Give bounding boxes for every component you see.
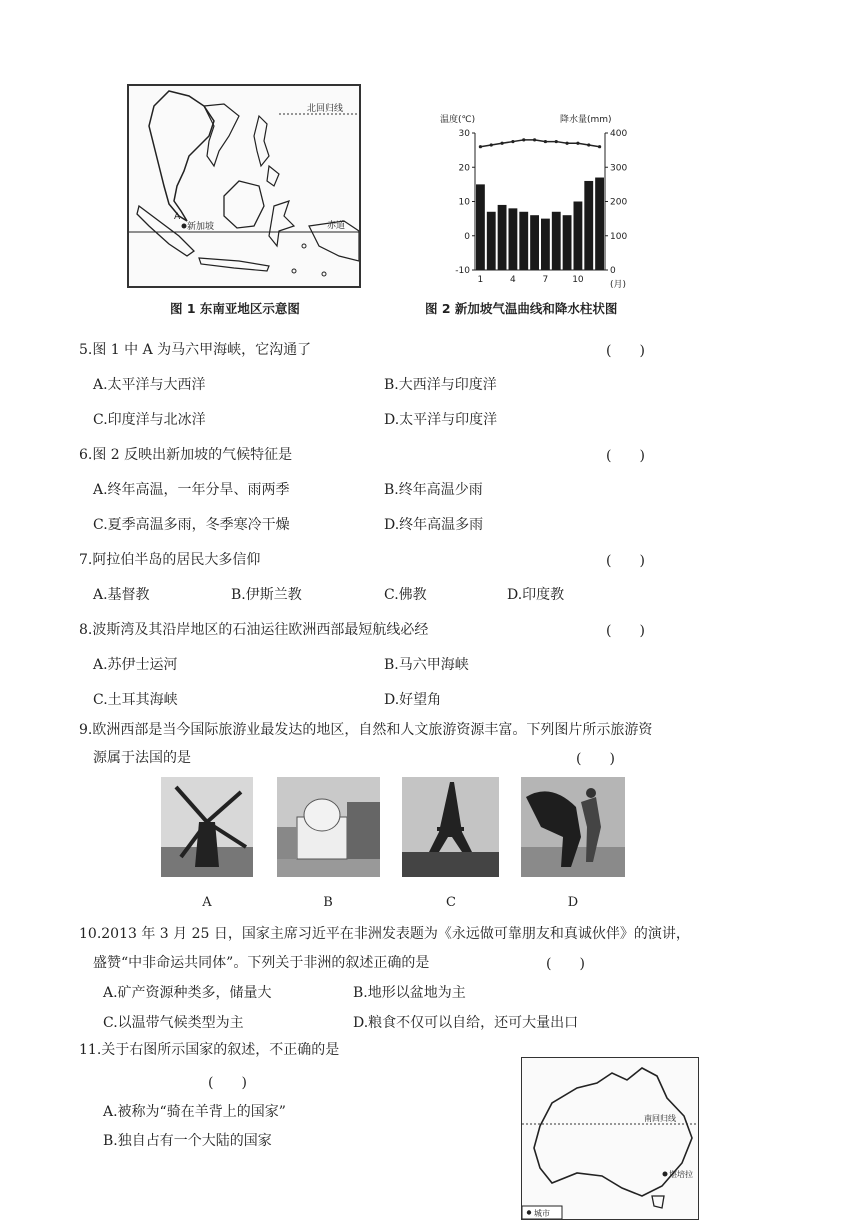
eiffel-tower-image [402,777,499,877]
question-11: 11.关于右图所示国家的叙述，不正确的是 [79,1042,340,1058]
legend-city-icon [527,1210,531,1214]
temperature-point [576,142,579,145]
photo-label-d: D [567,895,579,910]
option-6d[interactable]: D.终年高温多雨 [384,517,484,533]
island-dot [292,269,296,273]
left-tick-label: -10 [455,266,470,276]
right-tick-label: 0 [610,266,616,276]
option-8c[interactable]: C.土耳其海峡 [93,692,178,708]
climate-chart-svg [440,108,640,293]
option-7c[interactable]: C.佛教 [384,587,427,603]
sumatra-outline [137,206,194,256]
precip-bar [487,212,496,270]
equator-label: 赤道 [327,221,346,231]
windmill-image [161,777,253,877]
precip-bar [476,184,485,270]
option-8d[interactable]: D.好望角 [384,692,442,708]
left-tick-label: 20 [458,163,470,174]
sulawesi-outline [269,201,294,246]
precip-bar [584,181,593,270]
option-10d[interactable]: D.粮食不仅可以自给，还可大量出口 [353,1015,579,1031]
right-axis-label: 降水量(mm) [560,115,612,125]
tropic-label: 北回归线 [307,104,344,114]
option-11b[interactable]: B.独自占有一个大陆的国家 [103,1133,272,1149]
right-tick-label: 300 [610,163,628,174]
precip-bar [574,202,583,271]
question-9-line1: 9.欧洲西部是当今国际旅游业最发达的地区，自然和人文旅游资源丰富。下列图片所示旅游资 [79,722,653,738]
option-5d[interactable]: D.太平洋与印度洋 [384,412,498,428]
temperature-point [522,138,525,141]
photo-domed-building[interactable] [277,777,380,877]
answer-blank-8[interactable]: ( ) [606,623,645,639]
month-unit-label: (月) [610,280,627,290]
x-tick-label: 10 [572,275,584,285]
mindanao-outline [267,166,279,186]
x-tick-label: 4 [510,275,516,285]
domed-building-image [277,777,380,877]
precip-bar [498,205,507,270]
island-dot [302,244,306,248]
temperature-point [587,143,590,146]
singapore-climate-chart [440,108,640,293]
option-11a[interactable]: A.被称为“骑在羊背上的国家” [103,1104,286,1120]
right-tick-label: 100 [610,231,628,242]
philippines-outline [254,116,269,166]
answer-blank-6[interactable]: ( ) [606,448,645,464]
answer-blank-5[interactable]: ( ) [606,343,645,359]
right-tick-label: 400 [610,129,628,139]
question-7: 7.阿拉伯半岛的居民大多信仰 [79,552,261,568]
temperature-point [511,140,514,143]
bullfight-image [521,777,625,877]
question-8: 8.波斯湾及其沿岸地区的石油运往欧洲西部最短航线必经 [79,622,429,638]
question-5: 5.图 1 中 A 为马六甲海峡，它沟通了 [79,342,312,358]
option-5a[interactable]: A.太平洋与大西洋 [93,377,206,393]
temperature-point [533,138,536,141]
temperature-point [479,145,482,148]
precip-bar [530,215,539,270]
precip-bar [541,219,550,270]
singapore-marker [182,224,187,229]
photo-eiffel-tower[interactable] [402,777,499,877]
option-5c[interactable]: C.印度洋与北冰洋 [93,412,206,428]
temperature-point [544,140,547,143]
photo-label-c: C [446,895,456,910]
answer-blank-10[interactable]: ( ) [546,956,585,972]
option-10b[interactable]: B.地形以盆地为主 [353,985,466,1001]
question-6: 6.图 2 反映出新加坡的气候特征是 [79,447,293,463]
canberra-marker [663,1172,668,1177]
precip-bar [563,215,572,270]
photo-windmill[interactable] [161,777,253,877]
option-7d[interactable]: D.印度教 [507,587,565,603]
island-dot [322,272,326,276]
tropic-label: 南回归线 [644,1114,676,1123]
temperature-point [490,143,493,146]
southeast-asia-map-drawing [129,86,359,286]
left-tick-label: 10 [458,197,470,208]
temperature-point [555,140,558,143]
mainland-outline [149,91,214,221]
precip-bar [519,212,528,270]
option-7a[interactable]: A.基督教 [93,587,150,603]
answer-blank-7[interactable]: ( ) [606,553,645,569]
precip-bar [595,178,604,270]
option-8a[interactable]: A.苏伊士运河 [93,657,178,673]
x-tick-label: 7 [542,275,549,285]
option-5b[interactable]: B.大西洋与印度洋 [384,377,497,393]
australia-map-drawing [522,1058,698,1219]
photo-label-b: B [323,895,333,910]
option-8b[interactable]: B.马六甲海峡 [384,657,469,673]
answer-blank-9[interactable]: ( ) [576,751,615,767]
temperature-line [480,140,599,147]
left-tick-label: 0 [464,231,470,242]
tasmania-outline [652,1196,664,1208]
singapore-label: 新加坡 [187,222,215,232]
option-10a[interactable]: A.矿产资源种类多，储量大 [103,985,272,1001]
legend-city-label: 城市 [534,1209,550,1218]
figure2-caption: 图 2 新加坡气温曲线和降水柱状图 [425,301,618,316]
borneo-outline [224,181,264,228]
temperature-point [598,145,601,148]
australia-map [521,1057,699,1220]
answer-blank-11[interactable]: ( ) [208,1075,247,1091]
question-9-line2: 源属于法国的是 [93,750,191,766]
southeast-asia-map [127,84,361,288]
precip-bar [509,208,518,270]
precip-bar [552,212,561,270]
photo-bullfight[interactable] [521,777,625,877]
option-6c[interactable]: C.夏季高温多雨，冬季寒冷干燥 [93,517,290,533]
point-a-label: A [174,212,181,222]
temperature-point [500,142,503,145]
java-outline [199,258,269,271]
canberra-label: 堪培拉 [669,1170,693,1179]
question-10-line1: 10.2013 年 3 月 25 日，国家主席习近平在非洲发表题为《永远做可靠朋友和真诚伙伴》的演讲， [79,926,690,942]
option-10c[interactable]: C.以温带气候类型为主 [103,1015,244,1031]
temperature-point [565,142,568,145]
x-tick-label: 1 [477,275,484,285]
question-10-line2: 盛赞“中非命运共同体”。下列关于非洲的叙述正确的是 [93,955,430,971]
right-tick-label: 200 [610,197,628,208]
figure1-caption: 图 1 东南亚地区示意图 [170,301,300,316]
photo-label-a: A [202,895,212,910]
option-7b[interactable]: B.伊斯兰教 [231,587,302,603]
left-tick-label: 30 [458,129,470,139]
left-axis-label: 温度(℃) [440,115,476,125]
option-6a[interactable]: A.终年高温，一年分旱、雨两季 [93,482,290,498]
option-6b[interactable]: B.终年高温少雨 [384,482,483,498]
